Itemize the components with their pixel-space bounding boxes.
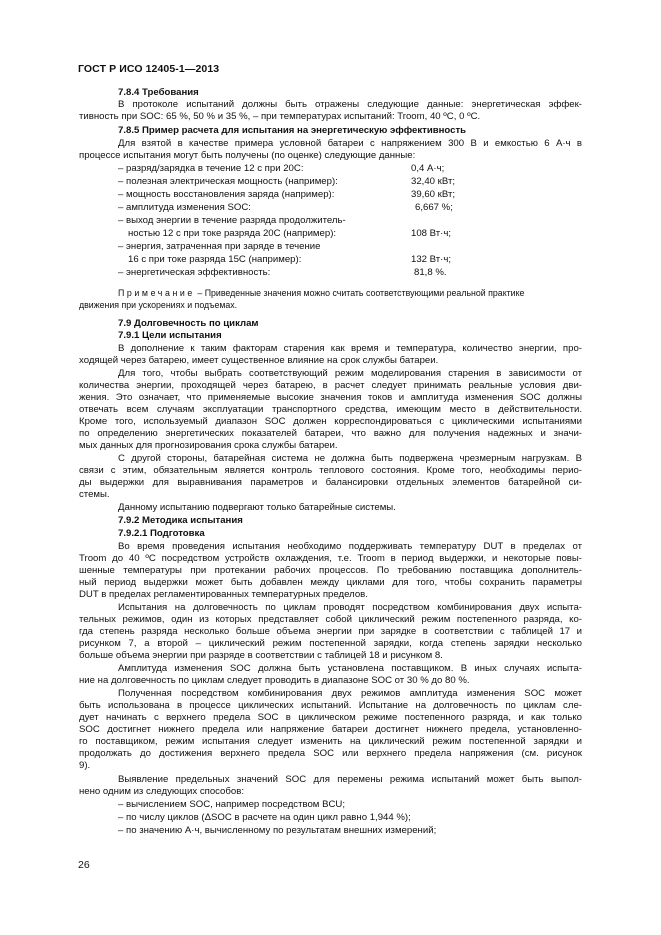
- paragraph-line: В протоколе испытаний должны быть отражены следующие данные: энергетическая эффек-: [118, 99, 582, 110]
- paragraph-line: го поставщиком, режим испытания следует изменить на циклический режим постепенной зарядки и: [79, 736, 582, 747]
- note-line: движения при ускорениях и подъемах.: [79, 300, 238, 310]
- paragraph-line: гда степень разряда несколько больше объема энергии при зарядке в соответствии с таблицей 17 и: [79, 626, 582, 637]
- list-item-label: – мощность восстановления заряда (например):: [118, 189, 335, 200]
- page-number: 26: [78, 859, 90, 871]
- paragraph-line: по определению энергетических показателей батареи, что важно для получения надежных и значи-: [79, 428, 582, 439]
- paragraph-line: Испытания на долговечность по циклам проводят посредством комбинирования двух испыта-: [118, 602, 582, 613]
- list-item-value: 132 Вт·ч;: [411, 254, 452, 265]
- document-header: ГОСТ Р ИСО 12405-1—2013: [78, 63, 220, 75]
- paragraph-line: ный период выдержки может быть добавлен между циклами для того, чтобы сохранить параметры: [79, 577, 582, 588]
- paragraph-line: шенные температуры при протекании рабочих процессов. По требованию поставщика дополнитель-: [79, 565, 582, 576]
- paragraph-line: Данному испытанию подвергают только батарейные системы.: [118, 502, 396, 513]
- paragraph-line: отвечать всем случаям эксплуатации транспортного средства, имеющим место в действительности.: [79, 404, 582, 415]
- note-line: [118, 287, 582, 299]
- list-item-label: – энергетическая эффективность:: [118, 267, 271, 278]
- section-heading-7-8-5: 7.8.5 Пример расчета для испытания на энергетическую эффективность: [118, 125, 467, 136]
- list-item-label: – разряд/зарядка в течение 12 с при 20C:: [118, 163, 304, 174]
- paragraph-line: Для того, чтобы выбрать соответствующий режим моделирования старения в зависимости от: [118, 368, 582, 379]
- list-item-value: 32,40 кВт;: [411, 176, 456, 187]
- paragraph-line: нено одним из следующих способов:: [79, 786, 244, 797]
- paragraph-line: жения. Это означает, что применяемые высокие значения токов и амплитуда изменения SOC должны: [79, 392, 582, 403]
- paragraph-line: процессе испытания могут быть получены (по оценке) следующие данные:: [79, 150, 416, 161]
- paragraph-line: ды выдержки для выравнивания параметров и балансировки отдельных элементов батарейной си-: [79, 477, 582, 488]
- paragraph-line: В дополнение к таким факторам старения как время и температура, количество энергии, про-: [118, 343, 582, 354]
- section-heading-7-9-1: 7.9.1 Цели испытания: [118, 330, 222, 341]
- paragraph-line: больше объема энергии при разряде в соответствии с таблицей 18 и рисунком 8.: [79, 650, 443, 661]
- list-item-label: – полезная электрическая мощность (например):: [118, 176, 338, 187]
- paragraph-line: связи с этим, обязательным является контроль теплового состояния. Кроме того, необходимы перио-: [79, 465, 582, 476]
- list-item-label: – энергия, затраченная при заряде в течение: [118, 241, 321, 252]
- paragraph-line: мых данных для прогнозирования срока службы батареи.: [79, 440, 338, 451]
- paragraph-line: Для взятой в качестве примера условной батареи с напряжением 300 В и емкостью 6 А·ч в: [118, 138, 582, 149]
- paragraph-line: 9).: [79, 760, 91, 771]
- list-item-value: 0,4 А·ч;: [411, 163, 445, 174]
- paragraph-line: SOC достигнет нижнего предела или напряжение батареи достигнет нижнего предела, установленно-: [79, 724, 582, 735]
- paragraph-line: Troom до 40 ºC посредством устройств охлаждения, т.е. Troom в период выдержки, и некоторые повы-: [79, 553, 582, 564]
- paragraph-line: С другой стороны, батарейная система не должна быть подвержена чрезмерным нагрузкам. В: [118, 453, 582, 464]
- list-item-label: – выход энергии в течение разряда продолжитель-: [118, 215, 346, 226]
- list-item-value: 39,60 кВт;: [411, 189, 456, 200]
- paragraph-line: Кроме того, используемый диапазон SOC должен корреспондироваться с циклическими испытаниями: [79, 416, 582, 427]
- paragraph-line: стемы.: [79, 489, 110, 500]
- section-heading-7-9: 7.9 Долговечность по циклам: [118, 318, 259, 329]
- paragraph-line: Полученная посредством комбинирования двух режимов амплитуда изменения SOC может: [118, 688, 582, 699]
- paragraph-line: быть использована в процессе циклических испытаний. Испытание на долговечность по циклам сле-: [79, 700, 582, 711]
- paragraph-line: ходящей через батарею, имеет существенное влияние на срок службы батареи.: [79, 355, 439, 366]
- section-heading-7-8-4: 7.8.4 Требования: [118, 87, 199, 98]
- list-item-label: ностью 12 с при токе разряда 20C (например):: [128, 228, 337, 239]
- list-item-value: 6,667 %;: [415, 202, 453, 213]
- paragraph-line: продолжать до достижения верхнего предела SOC или верхнего предела напряжения (см. рисунок: [79, 748, 582, 759]
- paragraph-line: тивность при SOC: 65 %, 50 % и 35 %, – при температурах испытаний: Troom, 40 ºC, 0 ºC.: [79, 111, 481, 122]
- paragraph-line: тельных режимов, один из которых представляет собой циклический режим постепенного разряда, ко-: [79, 614, 582, 625]
- list-item-value: 81,8 %.: [414, 267, 447, 278]
- note-text: – Приведенные значения можно считать соответствующими реальной практике: [194, 288, 525, 298]
- section-heading-7-9-2: 7.9.2 Методика испытания: [118, 515, 243, 526]
- section-heading-7-9-2-1: 7.9.2.1 Подготовка: [118, 528, 205, 539]
- method-item: – по числу циклов (ΔSOC в расчете на один цикл равно 1,944 %);: [118, 812, 411, 823]
- paragraph-line: рисунком 7, а второй – циклический режим постепенной зарядки, когда степень зарядки несколько: [79, 638, 582, 649]
- paragraph-line: дует начинать с верхнего предела SOC в циклическом режиме постепенного разряда, и как только: [79, 712, 582, 723]
- paragraph-line: Выявление предельных значений SOC для перемены режима испытаний может быть выпол-: [118, 774, 582, 785]
- note-label: Примечание: [118, 288, 195, 298]
- list-item-label: – амплитуда изменения SOC:: [118, 202, 251, 213]
- list-item-value: 108 Вт·ч;: [411, 228, 452, 239]
- method-item: – по значению А·ч, вычисленному по результатам внешних измерений;: [118, 825, 437, 836]
- list-item-label: 16 с при токе разряда 15C (например):: [128, 254, 302, 265]
- paragraph-line: ние на долговечность по циклам следует проводить в диапазоне SOC от 30 % до 80 %.: [79, 675, 470, 686]
- paragraph-line: Во время проведения испытания необходимо поддерживать температуру DUT в пределах от: [118, 541, 582, 552]
- method-item: – вычислением SOC, например посредством BCU;: [118, 799, 345, 810]
- paragraph-line: Амплитуда изменения SOC должна быть установлена поставщиком. В иных случаях испыта-: [118, 663, 582, 674]
- paragraph-line: количества энергии, проходящей через батарею, в расчет следует принимать реальные условия дви-: [79, 380, 582, 391]
- paragraph-line: DUT в пределах регламентированных температурных пределов.: [79, 589, 368, 600]
